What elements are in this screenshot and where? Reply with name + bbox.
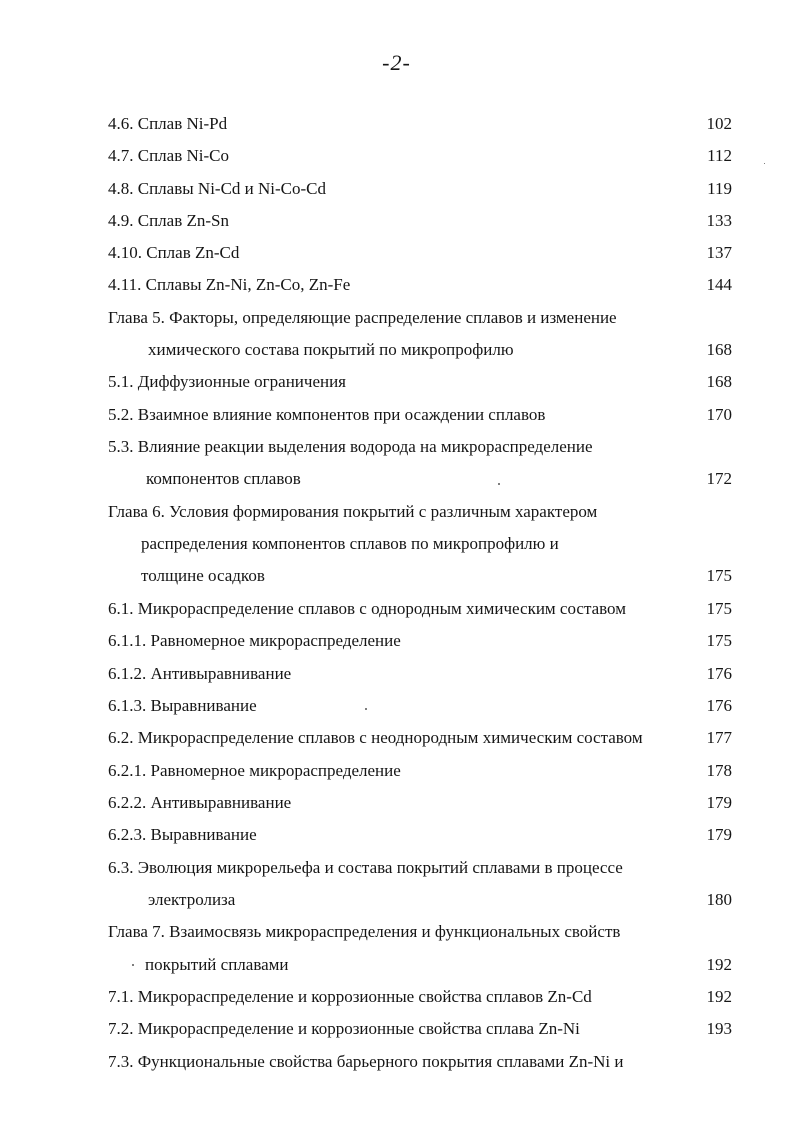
toc-entry-title: 7.3. Функциональные свойства барьерного покрытия сплавами Zn-Ni и bbox=[108, 1052, 624, 1071]
toc-entry-title: 6.1. Микрораспределение сплавов с однородным химическим составом bbox=[108, 599, 626, 618]
toc-chapter-heading bbox=[0, 919, 793, 945]
toc-entry bbox=[0, 758, 793, 784]
toc-entry-title: 7.1. Микрораспределение и коррозионные свойства сплавов Zn-Cd bbox=[108, 987, 592, 1006]
scan-speck bbox=[365, 708, 367, 710]
toc-entry-title: 6.2. Микрораспределение сплавов с неоднородным химическим составом bbox=[108, 728, 643, 747]
toc-entry bbox=[0, 984, 793, 1010]
toc-entry-page: 176 bbox=[706, 664, 732, 683]
toc-entry-continuation bbox=[0, 337, 793, 363]
toc-entry-title: толщине осадков bbox=[141, 566, 265, 585]
toc-entry-continuation bbox=[0, 952, 793, 978]
toc-chapter-heading bbox=[0, 499, 793, 525]
toc-entry-page: 179 bbox=[706, 825, 732, 844]
toc-entry-title: электролиза bbox=[148, 890, 236, 909]
toc-entry bbox=[0, 1016, 793, 1042]
toc-entry-title: Глава 6. Условия формирования покрытий с различным характером bbox=[108, 502, 598, 521]
toc-entry-page: 179 bbox=[706, 793, 732, 812]
toc-entry-title: 4.8. Сплавы Ni-Cd и Ni-Co-Cd bbox=[108, 179, 327, 198]
toc-entry bbox=[0, 628, 793, 654]
toc-entry-title: 6.2.2. Антивыравнивание bbox=[108, 793, 292, 812]
toc-entry-page: 119 bbox=[707, 179, 732, 198]
toc-entry bbox=[0, 272, 793, 298]
toc-entry-continuation bbox=[0, 466, 793, 492]
page-number: -2- bbox=[382, 50, 411, 75]
toc-entry-title: 5.2. Взаимное влияние компонентов при осаждении сплавов bbox=[108, 405, 546, 424]
toc-entry-title: Глава 7. Взаимосвязь микрораспределения и функциональных свойств bbox=[108, 922, 621, 941]
toc-entry-title: 5.3. Влияние реакции выделения водорода на микрораспределение bbox=[108, 437, 593, 456]
toc-entry bbox=[0, 402, 793, 428]
toc-entry-page: 137 bbox=[706, 243, 732, 262]
toc-entry-title: распределения компонентов сплавов по микропрофилю и bbox=[141, 534, 559, 553]
toc-entry-page: 112 bbox=[707, 146, 732, 165]
toc-entry-title: 6.1.3. Выравнивание bbox=[108, 696, 257, 715]
toc-entry-page: 133 bbox=[706, 211, 732, 230]
toc-entry-page: 177 bbox=[706, 728, 732, 747]
toc-entry-page: 192 bbox=[706, 955, 732, 974]
toc-entry-page: 178 bbox=[706, 761, 732, 780]
toc-entry-continuation bbox=[0, 531, 793, 557]
toc-entry-title: 7.2. Микрораспределение и коррозионные свойства сплава Zn-Ni bbox=[108, 1019, 580, 1038]
toc-entry-title: 4.6. Сплав Ni-Pd bbox=[108, 114, 228, 133]
toc-entry-title: компонентов сплавов bbox=[146, 469, 301, 488]
toc-entry-page: 193 bbox=[706, 1019, 732, 1038]
toc-entry-title: 5.1. Диффузионные ограничения bbox=[108, 372, 346, 391]
toc-entry-title: покрытий сплавами bbox=[145, 955, 289, 974]
toc-entry bbox=[0, 790, 793, 816]
toc-entry-title: 4.7. Сплав Ni-Co bbox=[108, 146, 229, 165]
toc-entry bbox=[0, 434, 793, 460]
toc-entry-page: 102 bbox=[706, 114, 732, 133]
toc-entry-page: 175 bbox=[706, 566, 732, 585]
scan-speck bbox=[764, 163, 765, 164]
toc-entry-page: 168 bbox=[706, 340, 732, 359]
toc-entry-continuation bbox=[0, 887, 793, 913]
toc-entry-title: 6.1.2. Антивыравнивание bbox=[108, 664, 292, 683]
toc-entry bbox=[0, 1049, 793, 1075]
toc-entry-page: 144 bbox=[706, 275, 732, 294]
toc-entry-title: 4.10. Сплав Zn-Cd bbox=[108, 243, 240, 262]
toc-entry bbox=[0, 369, 793, 395]
toc-entry-title: химического состава покрытий по микропрофилю bbox=[148, 340, 514, 359]
toc-entry-page: 180 bbox=[706, 890, 732, 909]
toc-entry-continuation bbox=[0, 563, 793, 589]
toc-entry bbox=[0, 176, 793, 202]
toc-entry-page: 175 bbox=[706, 631, 732, 650]
toc-entry-title: 4.11. Сплавы Zn-Ni, Zn-Co, Zn-Fe bbox=[108, 275, 351, 294]
toc-chapter-heading bbox=[0, 305, 793, 331]
scan-speck bbox=[498, 483, 500, 485]
toc-entry bbox=[0, 725, 793, 751]
toc-entry bbox=[0, 661, 793, 687]
toc-entry bbox=[0, 143, 793, 169]
toc-entry-title: 6.3. Эволюция микрорельефа и состава покрытий сплавами в процессе bbox=[108, 858, 623, 877]
toc-entry-page: 176 bbox=[706, 696, 732, 715]
toc-entry-page: 175 bbox=[706, 599, 732, 618]
toc-entry bbox=[0, 693, 793, 719]
toc-entry-title: Глава 5. Факторы, определяющие распределение сплавов и изменение bbox=[108, 308, 617, 327]
toc-entry bbox=[0, 208, 793, 234]
toc-entry bbox=[0, 111, 793, 137]
scan-speck bbox=[132, 964, 134, 966]
toc-entry-page: 168 bbox=[706, 372, 732, 391]
toc-entry bbox=[0, 822, 793, 848]
toc-entry-title: 6.1.1. Равномерное микрораспределение bbox=[108, 631, 401, 650]
toc-entry-page: 172 bbox=[706, 469, 732, 488]
toc-entry-title: 6.2.3. Выравнивание bbox=[108, 825, 257, 844]
toc-entry-page: 192 bbox=[706, 987, 732, 1006]
toc-entry bbox=[0, 855, 793, 881]
toc-entry-title: 6.2.1. Равномерное микрораспределение bbox=[108, 761, 401, 780]
toc-entry-title: 4.9. Сплав Zn-Sn bbox=[108, 211, 229, 230]
toc-entry-page: 170 bbox=[706, 405, 732, 424]
toc-entry bbox=[0, 240, 793, 266]
toc-entry bbox=[0, 596, 793, 622]
